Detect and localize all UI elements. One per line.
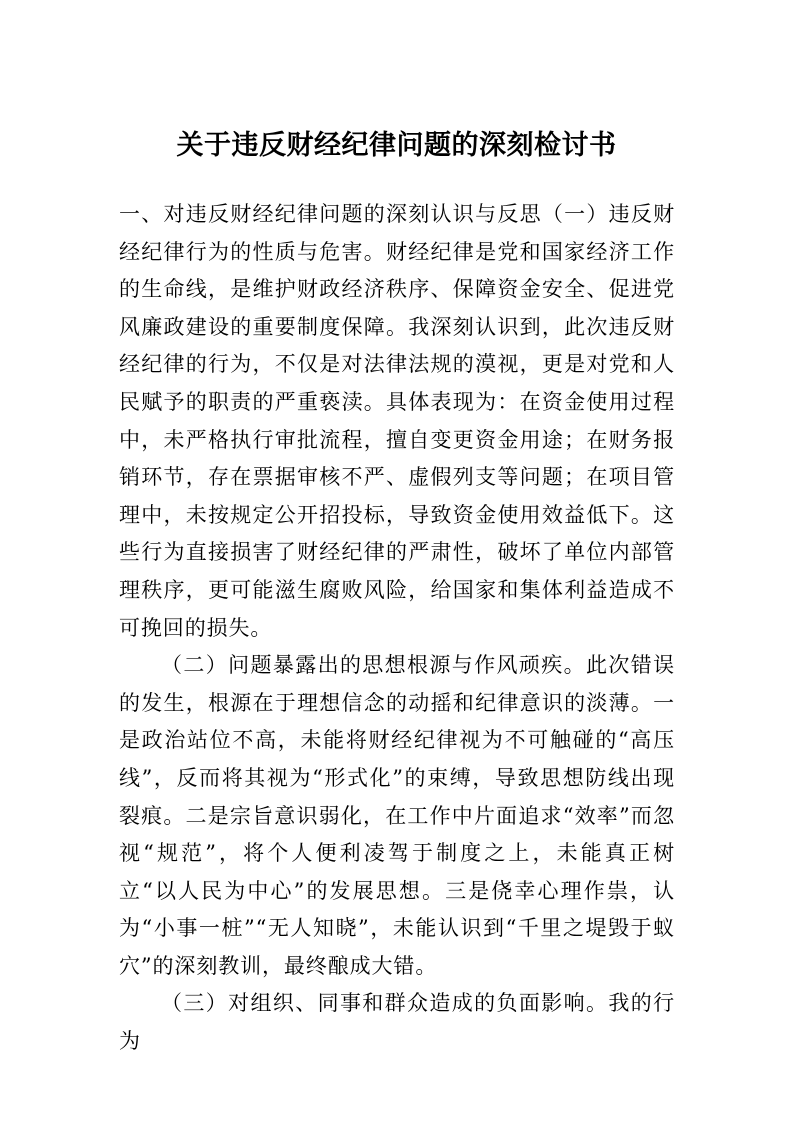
document-title: 关于违反财经纪律问题的深刻检讨书 <box>176 130 617 161</box>
paragraph-1: 一、对违反财经纪律问题的深刻认识与反思（一）违反财经纪律行为的性质与危害。财经纪律是党和国家经济工作的生命线，是维护财政经济秩序、保障资金安全、促进党风廉政建设的重要制度保障。我深刻认识到，此次违反财经纪律的行为，不仅是对法律法规的漠视，更是对党和人民赋予的职责的严重亵渎。具体表现为：在资金使用过程中，未严格执行审批流程，擅自变更资金用途；在财务报销环节，存在票据审核不严、虚假列支等问题；在项目管理中，未按规定公开招投标，导致资金使用效益低下。这些行为直接损害了财经纪律的严肃性，破坏了单位内部管理秩序，更可能滋生腐败风险，给国家和集体利益造成不可挽回的损失。 <box>119 202 675 640</box>
paragraph-2: （二）问题暴露出的思想根源与作风顽疾。此次错误的发生，根源在于理想信念的动摇和纪律意识的淡薄。一是政治站位不高，未能将财经纪律视为不可触碰的“高压线”，反而将其视为“形式化”的束缚，导致思想防线出现裂痕。二是宗旨意识弱化，在工作中片面追求“效率”而忽视“规范”，将个人便利凌驾于制度之上，未能真正树立“以人民为中心”的发展思想。三是侥幸心理作祟，认为“小事一桩”“无人知晓”，未能认识到“千里之堤毁于蚁穴”的深刻教训，最终酿成大错。 <box>119 653 675 978</box>
paragraph-3: （三）对组织、同事和群众造成的负面影响。我的行为 <box>119 991 675 1054</box>
document-body <box>119 196 675 1061</box>
